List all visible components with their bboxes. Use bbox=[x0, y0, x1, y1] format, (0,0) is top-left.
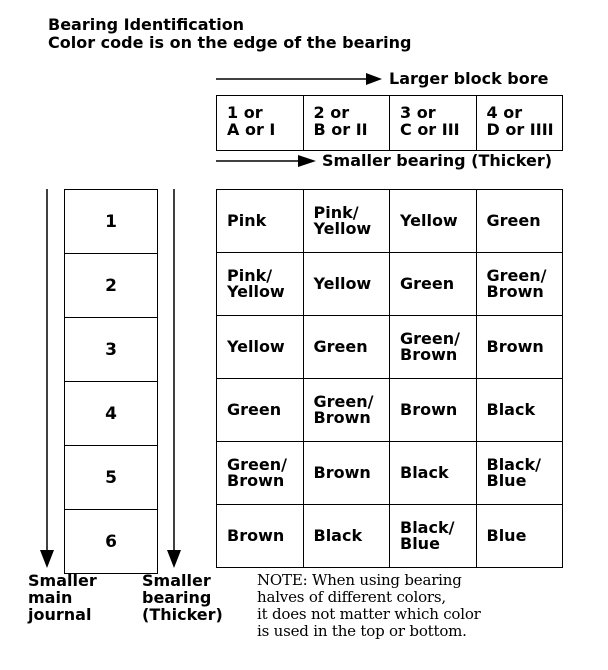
bearing-color-grid bbox=[216, 189, 563, 568]
smaller-bearing-arrow-head bbox=[298, 155, 316, 167]
journal-grade-cell: 3 bbox=[65, 318, 158, 382]
smaller-journal-arrow-head bbox=[40, 550, 54, 568]
note-text: NOTE: When using bearing halves of different colors, it does not matter which color is used in the top or bottom. bbox=[257, 571, 481, 640]
journal-grade-cell: 1 bbox=[65, 190, 158, 254]
color-cell: Brown bbox=[476, 316, 563, 379]
smaller-main-journal-label: Smaller main journal bbox=[28, 571, 97, 624]
title-line-2: Color code is on the edge of the bearing bbox=[48, 33, 412, 52]
title-line-1: Bearing Identification bbox=[48, 15, 245, 34]
color-cell: Yellow bbox=[217, 316, 304, 379]
color-cell: Brown bbox=[217, 505, 304, 568]
color-cell: Black/ Blue bbox=[390, 505, 477, 568]
journal-grade-cell: 2 bbox=[65, 254, 158, 318]
color-cell: Yellow bbox=[390, 190, 477, 253]
color-row bbox=[217, 316, 563, 379]
color-cell: Green bbox=[217, 379, 304, 442]
color-cell: Brown bbox=[390, 379, 477, 442]
color-cell: Blue bbox=[476, 505, 563, 568]
color-cell: Yellow bbox=[303, 253, 390, 316]
bore-header-cell-1: 1 or A or I bbox=[217, 96, 304, 151]
bore-header-cell-2: 2 or B or II bbox=[303, 96, 390, 151]
larger-block-bore-label: Larger block bore bbox=[389, 69, 549, 88]
smaller-bearing-thicker-label: Smaller bearing (Thicker) bbox=[142, 571, 223, 624]
color-cell: Green bbox=[476, 190, 563, 253]
smaller-bearing-vertical-arrow-head bbox=[167, 550, 181, 568]
color-cell: Black bbox=[390, 442, 477, 505]
color-cell: Black/ Blue bbox=[476, 442, 563, 505]
color-cell: Green/ Brown bbox=[303, 379, 390, 442]
color-cell: Black bbox=[303, 505, 390, 568]
color-cell: Green/ Brown bbox=[217, 442, 304, 505]
color-cell: Green bbox=[390, 253, 477, 316]
color-cell: Black bbox=[476, 379, 563, 442]
color-cell: Green/ Brown bbox=[390, 316, 477, 379]
color-row bbox=[217, 442, 563, 505]
journal-grade-column bbox=[64, 189, 158, 574]
color-row bbox=[217, 505, 563, 568]
larger-bore-arrow-head bbox=[366, 73, 382, 85]
block-bore-header-table bbox=[216, 95, 563, 151]
color-row bbox=[217, 253, 563, 316]
journal-grade-cell: 5 bbox=[65, 446, 158, 510]
color-cell: Pink bbox=[217, 190, 304, 253]
color-row bbox=[217, 190, 563, 253]
bore-header-cell-3: 3 or C or III bbox=[390, 96, 477, 151]
color-cell: Brown bbox=[303, 442, 390, 505]
color-cell: Pink/ Yellow bbox=[217, 253, 304, 316]
color-cell: Green bbox=[303, 316, 390, 379]
color-cell: Pink/ Yellow bbox=[303, 190, 390, 253]
smaller-bearing-label: Smaller bearing (Thicker) bbox=[322, 151, 553, 170]
color-cell: Green/ Brown bbox=[476, 253, 563, 316]
journal-grade-cell: 4 bbox=[65, 382, 158, 446]
bore-header-cell-4: 4 or D or IIII bbox=[476, 96, 563, 151]
journal-grade-cell: 6 bbox=[65, 510, 158, 574]
color-row bbox=[217, 379, 563, 442]
